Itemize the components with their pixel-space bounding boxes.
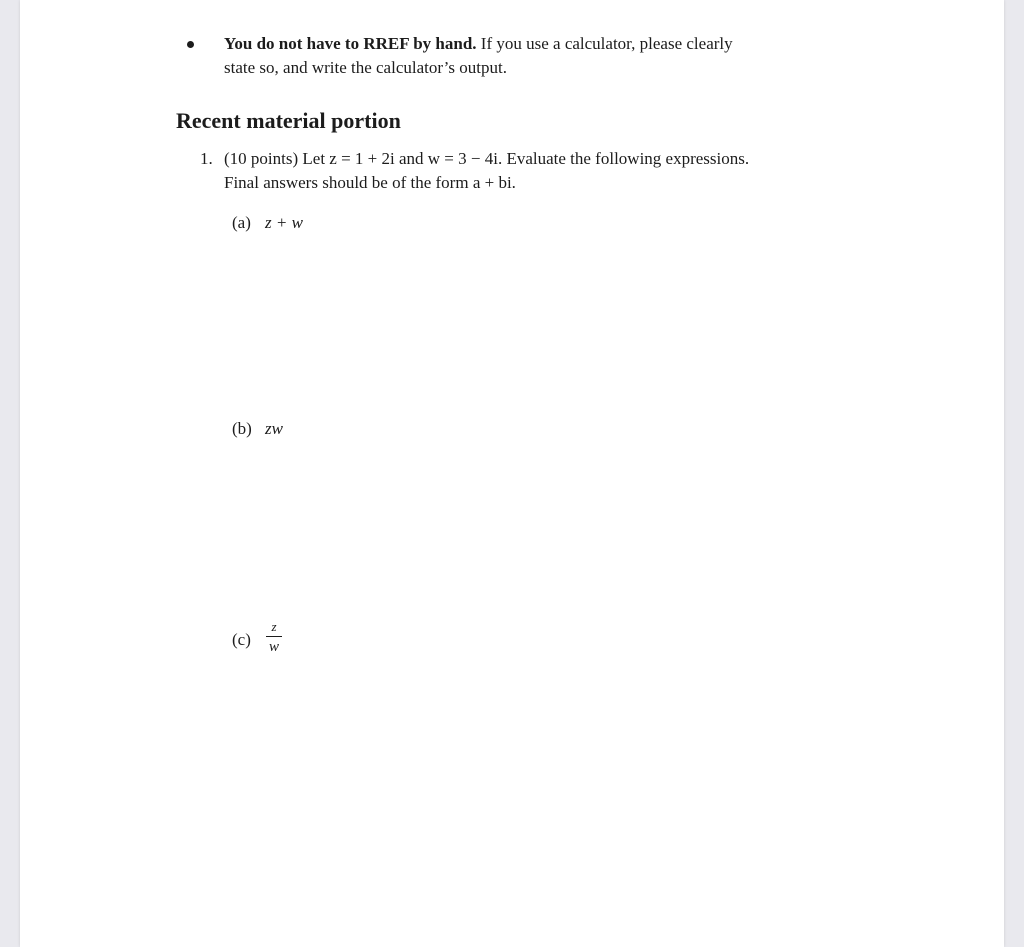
problem-statement-line-2: Final answers should be of the form a + bi. <box>224 173 516 192</box>
part-c-label: (c) <box>232 630 251 649</box>
section-title: Recent material portion <box>176 108 401 133</box>
fraction-denominator: w <box>268 639 279 655</box>
document-page <box>20 0 1004 947</box>
note-line-1 <box>224 32 733 56</box>
part-c-fraction <box>265 620 283 655</box>
part-a-label: (a) <box>232 213 251 232</box>
problem-statement-line-1: (10 points) Let z = 1 + 2i and w = 3 − 4i. Evaluate the following expressions. <box>224 149 750 168</box>
note-line-2: state so, and write the calculator’s output. <box>224 58 507 77</box>
bullet-icon <box>187 41 194 48</box>
part-b-label: (b) <box>232 419 252 438</box>
part-a-expression: z + w <box>265 213 303 232</box>
note-bold-text: You do not have to RREF by hand. <box>224 34 477 53</box>
problem-number: 1. <box>200 149 213 168</box>
fraction-numerator: z <box>271 619 277 634</box>
page-content <box>20 0 1004 947</box>
note-rest-text: If you use a calculator, please clearly <box>476 34 733 53</box>
fraction-bar <box>266 636 282 637</box>
part-b-expression: zw <box>265 419 283 438</box>
